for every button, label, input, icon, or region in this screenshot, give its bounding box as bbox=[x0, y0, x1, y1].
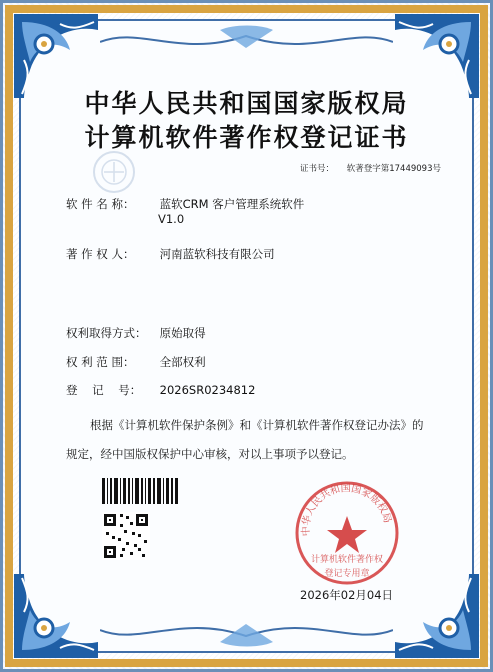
registration-number-value: 2026SR0234812 bbox=[159, 383, 256, 397]
rights-scope-label: 权 利 范 围： bbox=[66, 355, 135, 369]
bottom-border-decoration bbox=[100, 610, 393, 650]
owner-value: 河南蓝软科技有限公司 bbox=[159, 247, 275, 261]
legal-basis-line1: 根据《计算机软件保护条例》和《计算机软件著作权登记办法》的 bbox=[90, 418, 424, 432]
certificate-number bbox=[300, 162, 441, 174]
legal-basis-line2: 规定，经中国版权保护中心审核，对以上事项予以登记。 bbox=[66, 447, 354, 461]
seal-line2: 登记专用章 bbox=[324, 569, 370, 579]
scroll-ornament-icon bbox=[391, 570, 483, 662]
software-name-label: 软 件 名 称： bbox=[66, 197, 135, 211]
certificate-number-label: 证书号： bbox=[300, 164, 335, 174]
owner-row bbox=[66, 246, 275, 262]
qr-code-icon bbox=[102, 512, 150, 560]
issuer-title: 中华人民共和国国家版权局 bbox=[84, 89, 409, 118]
top-border-decoration bbox=[100, 22, 393, 62]
seal-ring-text: 中华人民共和国国家版权局 bbox=[300, 483, 393, 537]
qr-code bbox=[102, 512, 150, 560]
certificate-title: 计算机软件著作权登记证书 bbox=[84, 123, 409, 152]
acquisition-method-row bbox=[66, 325, 206, 341]
acquisition-method-value: 原始取得 bbox=[159, 326, 206, 340]
watermark-emblem-icon bbox=[90, 148, 138, 196]
barcode-icon bbox=[102, 478, 178, 504]
rights-scope-value: 全部权利 bbox=[159, 355, 206, 369]
certificate-number-value: 软著登字第17449093号 bbox=[346, 164, 441, 174]
scroll-ornament-icon bbox=[10, 570, 102, 662]
acquisition-method-label: 权利取得方式： bbox=[66, 326, 147, 340]
registration-number-row bbox=[66, 382, 255, 398]
rights-scope-row bbox=[66, 354, 206, 370]
corner-ornament-bottom-left bbox=[10, 570, 102, 662]
owner-label: 著 作 权 人： bbox=[66, 247, 135, 261]
registration-number-label: 登 记 号： bbox=[66, 383, 142, 397]
software-name-row bbox=[66, 196, 304, 212]
barcode bbox=[102, 478, 178, 504]
software-version-value: V1.0 bbox=[158, 212, 185, 226]
issue-date: 2026年02月04日 bbox=[300, 588, 394, 602]
software-name-value: 蓝软CRM 客户管理系统软件 bbox=[159, 197, 305, 211]
corner-ornament-bottom-right bbox=[391, 570, 483, 662]
seal-line1: 计算机软件著作权 bbox=[310, 555, 383, 565]
